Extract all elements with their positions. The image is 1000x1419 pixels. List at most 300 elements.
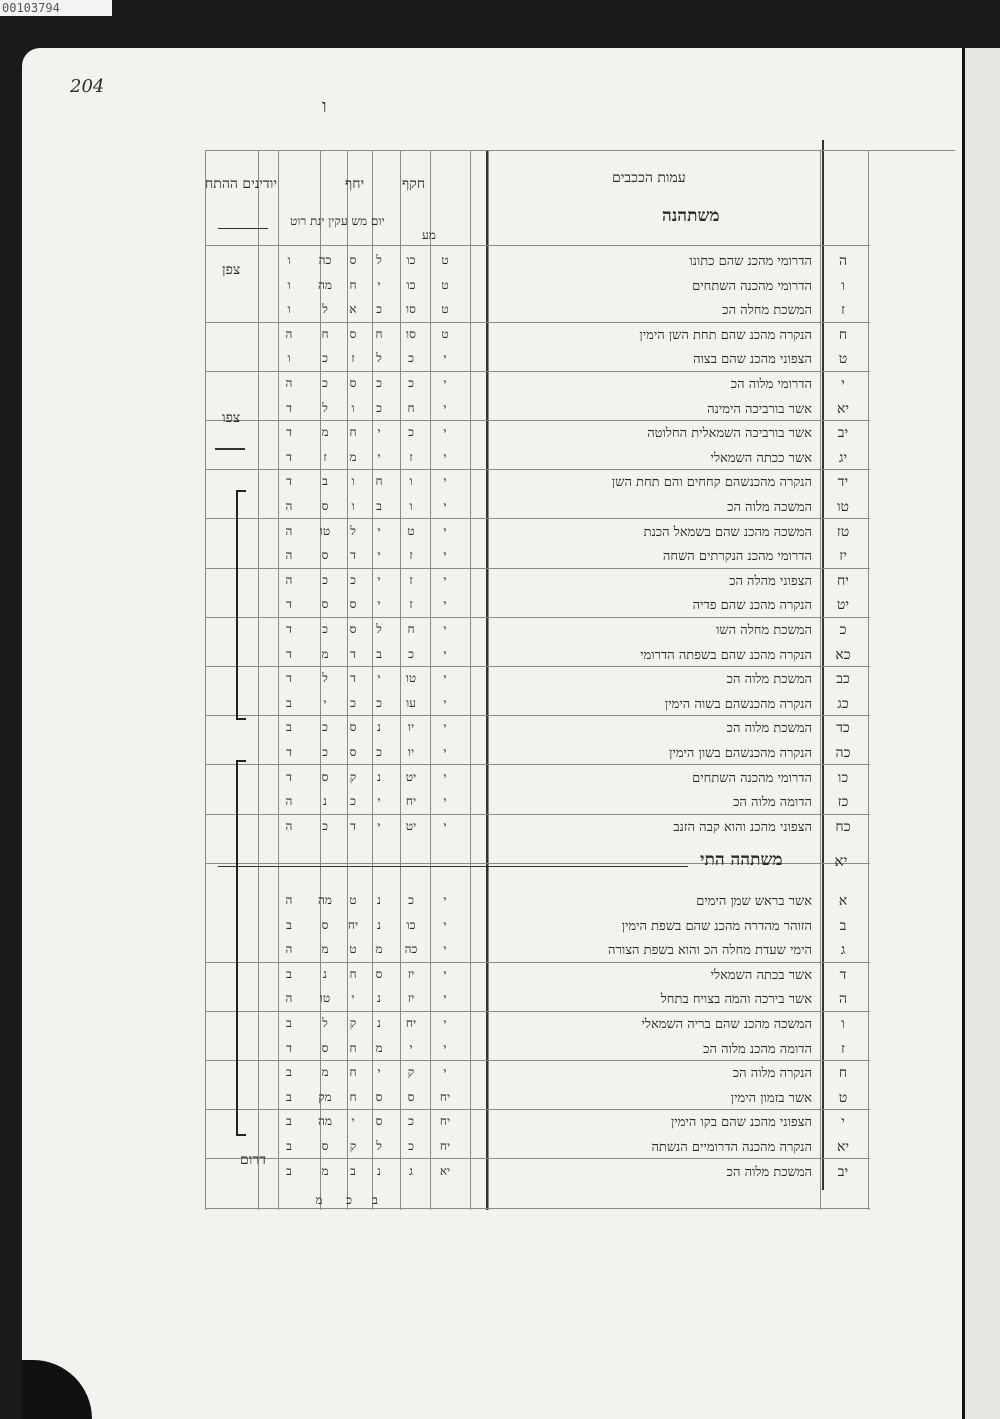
- table-cell: נ: [377, 917, 381, 932]
- row-number: כח: [835, 818, 851, 835]
- table-cell: ט: [349, 942, 357, 957]
- table-cell: ח: [375, 326, 383, 341]
- table-cell: ס: [321, 1040, 329, 1055]
- grid-vline-num: [822, 140, 824, 1190]
- table-cell: י: [377, 597, 381, 612]
- table-cell: ל: [350, 523, 356, 538]
- table-cell: יח: [347, 917, 359, 932]
- table-cell: ב: [286, 1065, 292, 1080]
- table-cell: י: [443, 966, 447, 981]
- grid-hline: [205, 666, 870, 667]
- table-cell: ד: [350, 671, 356, 686]
- row-number: ד: [839, 966, 847, 983]
- row-label: הדרומי מהכנה השתחים: [692, 770, 812, 786]
- table-cell: ד: [286, 400, 292, 415]
- table-cell: נ: [377, 1016, 381, 1030]
- table-cell: ל: [322, 1016, 328, 1030]
- facing-page-edge: [962, 48, 1000, 1419]
- table-cell: ד: [286, 745, 292, 759]
- grid-hline: [205, 962, 870, 963]
- table-cell: י: [351, 991, 355, 1006]
- table-cell: ב: [286, 1114, 292, 1129]
- grid-hline: [218, 228, 268, 229]
- row-number: א: [838, 893, 848, 909]
- table-cell: יח: [439, 1089, 451, 1104]
- table-cell: כו: [406, 917, 416, 932]
- row-number: ט: [838, 1089, 848, 1106]
- table-cell: ב: [286, 917, 292, 932]
- table-cell: ה: [285, 523, 293, 538]
- row-number: יא: [836, 1139, 850, 1155]
- table-cell: ו: [409, 474, 413, 489]
- bracket-label-3: דרום: [240, 1152, 266, 1168]
- table-cell: יז: [407, 991, 415, 1006]
- scan-id: 00103794: [0, 0, 112, 16]
- table-cell: ל: [376, 253, 382, 267]
- row-number: ח: [838, 1065, 848, 1082]
- table-cell: ס: [321, 499, 329, 513]
- table-cell: יז: [407, 966, 415, 981]
- table-cell: י: [443, 548, 447, 563]
- table-cell: י: [323, 695, 327, 710]
- row-label: הדומה מלוה הכ: [733, 795, 812, 811]
- table-cell: ז: [409, 572, 413, 587]
- table-cell: יו: [407, 720, 415, 735]
- row-number: יז: [839, 548, 847, 565]
- row-label: אשר ככתה השמאלי: [710, 450, 812, 466]
- table-cell: כה: [404, 942, 418, 957]
- table-cell: יח: [405, 794, 417, 809]
- table-cell: י: [443, 622, 447, 636]
- grid-hline: [205, 420, 870, 421]
- row-label: הנקרה מהכנשהם בשון הימין: [669, 746, 812, 761]
- table-cell: ח: [407, 400, 415, 415]
- table-cell: ס: [349, 745, 357, 759]
- table-cell: ו: [287, 302, 291, 317]
- table-cell: י: [377, 671, 381, 686]
- table-cell: מ: [375, 942, 383, 957]
- section-2-number: יא: [834, 852, 848, 870]
- row-label: הדרומי מלוה הכ: [730, 377, 812, 392]
- grid-hline: [205, 1208, 870, 1209]
- section-2-title: משתהה התי: [700, 850, 783, 870]
- table-cell: י: [443, 720, 447, 735]
- table-cell: ב: [376, 499, 382, 513]
- row-label: הנקרה מהכנה הדרומיים הנשתה: [651, 1140, 812, 1155]
- table-cell: כ: [346, 1193, 352, 1207]
- table-cell: ה: [285, 326, 293, 341]
- table-cell: י: [443, 769, 447, 784]
- grid-hline: [205, 568, 870, 569]
- table-cell: נ: [377, 769, 381, 784]
- table-cell: ה: [285, 376, 293, 390]
- table-cell: ה: [285, 942, 293, 957]
- row-label: המשכת מחלה השו: [716, 623, 812, 638]
- table-cell: ה: [285, 818, 293, 833]
- row-label: המשכת מלוה הכ: [726, 1164, 812, 1180]
- row-number: ה: [838, 991, 848, 1008]
- row-number: יח: [837, 572, 849, 589]
- table-cell: י: [443, 745, 447, 759]
- row-label: המשכת מלוה הכ: [726, 721, 812, 737]
- table-cell: נ: [377, 720, 381, 735]
- table-cell: ד: [286, 597, 292, 612]
- table-cell: ב: [322, 474, 328, 489]
- table-cell: ח: [321, 326, 329, 341]
- table-cell: ס: [321, 917, 329, 932]
- table-cell: טו: [405, 671, 417, 686]
- table-cell: כ: [322, 376, 328, 390]
- table-cell: כ: [408, 425, 414, 440]
- table-cell: ב: [286, 720, 292, 735]
- table-cell: ד: [350, 818, 356, 833]
- grid-hline: [205, 469, 870, 470]
- table-cell: כ: [376, 745, 382, 759]
- grid-hline: [205, 715, 870, 716]
- grid-hline: [205, 1011, 870, 1012]
- row-number: כב: [836, 671, 850, 688]
- grid-hline: [205, 764, 870, 765]
- table-cell: כ: [408, 646, 414, 661]
- table-cell: ט: [441, 302, 449, 317]
- table-cell: יט: [405, 769, 417, 784]
- section-1-title: משתהנה: [662, 206, 720, 226]
- table-cell: ד: [350, 646, 356, 661]
- table-cell: ה: [285, 991, 293, 1006]
- row-number: ו: [841, 277, 845, 294]
- table-cell: י: [377, 548, 381, 563]
- table-cell: ו: [351, 474, 355, 489]
- row-number: טו: [836, 499, 850, 515]
- table-cell: י: [443, 1040, 447, 1055]
- table-cell: ח: [349, 1065, 357, 1080]
- row-number: ט: [838, 351, 848, 368]
- row-label: הדרומי מהכנ שהם כתונו: [689, 254, 812, 269]
- grid-hline: [218, 866, 688, 867]
- table-cell: ח: [375, 474, 383, 489]
- table-cell: ח: [349, 966, 357, 981]
- row-number: טז: [836, 523, 850, 540]
- table-cell: נ: [377, 1163, 381, 1178]
- table-cell: מ: [321, 1163, 329, 1178]
- table-cell: י: [443, 400, 447, 415]
- table-cell: ב: [286, 1163, 292, 1178]
- grid-hline: [205, 150, 955, 151]
- bracket-label-1: צפן: [222, 262, 241, 278]
- table-cell: ס: [349, 253, 357, 267]
- bracket-label-2: צפו: [222, 410, 241, 426]
- table-cell: סו: [406, 302, 416, 317]
- table-cell: י: [443, 893, 447, 907]
- table-cell: ב: [286, 1089, 292, 1104]
- row-label: הצפוני מהכנ שהם בקו הימין: [670, 1115, 812, 1131]
- table-cell: נ: [323, 966, 327, 981]
- row-label: הדומה מהכנ מלוה הכ: [703, 1041, 812, 1057]
- table-cell: ה: [285, 794, 293, 809]
- row-number: יב: [837, 425, 849, 442]
- table-cell: ו: [287, 277, 291, 292]
- table-cell: ד: [286, 449, 292, 464]
- table-cell: עו: [406, 695, 416, 710]
- table-cell: מ: [375, 1040, 383, 1055]
- table-cell: י: [377, 523, 381, 538]
- table-cell: ס: [375, 966, 383, 981]
- table-cell: ו: [409, 499, 413, 513]
- table-cell: י: [377, 425, 381, 440]
- row-label: המשכת מלוה הכ: [726, 672, 812, 688]
- table-cell: יח: [405, 1016, 417, 1030]
- table-cell: ב: [286, 695, 292, 710]
- table-cell: ז: [409, 597, 413, 612]
- table-cell: כ: [376, 376, 382, 390]
- table-cell: ב: [376, 646, 382, 661]
- table-cell: כ: [408, 351, 414, 366]
- table-cell: יח: [439, 1114, 451, 1129]
- table-cell: כ: [322, 745, 328, 759]
- grid-hline: [205, 1158, 870, 1159]
- table-cell: כ: [322, 572, 328, 587]
- table-cell: י: [409, 1040, 413, 1055]
- table-cell: ס: [321, 597, 329, 612]
- table-cell: י: [377, 818, 381, 833]
- header-huq: חקף: [402, 176, 426, 192]
- row-label: אשר בירכה והמה בצויח בתחל: [660, 992, 812, 1008]
- table-cell: כ: [376, 302, 382, 317]
- row-label: המשכה מהכנ שהם בשמאל הכנת: [643, 524, 812, 540]
- table-cell: א: [349, 302, 357, 317]
- row-number: יג: [838, 449, 848, 466]
- table-cell: י: [443, 794, 447, 809]
- row-number: ג: [840, 942, 846, 959]
- table-cell: כ: [322, 622, 328, 636]
- row-label: אשר בכתה השמאלי: [710, 967, 812, 983]
- table-cell: י: [443, 572, 447, 587]
- table-cell: ד: [286, 622, 292, 636]
- table-cell: ז: [409, 449, 413, 464]
- table-cell: ה: [285, 548, 293, 563]
- table-cell: י: [377, 449, 381, 464]
- table-cell: י: [443, 1016, 447, 1030]
- table-cell: כ: [408, 1139, 414, 1153]
- row-number: ז: [841, 1040, 845, 1057]
- row-number: יט: [836, 597, 850, 614]
- table-cell: ל: [322, 400, 328, 415]
- table-cell: י: [443, 695, 447, 710]
- grid-hline: [215, 448, 245, 450]
- grid-hline: [205, 617, 870, 618]
- table-cell: כ: [408, 893, 414, 907]
- table-cell: ט: [349, 893, 357, 907]
- table-cell: י: [351, 1114, 355, 1129]
- table-cell: י: [443, 942, 447, 957]
- table-cell: י: [443, 376, 447, 390]
- table-cell: כ: [322, 818, 328, 833]
- row-label: אשר בורביכה השמאלית החלוטה: [647, 426, 812, 442]
- table-cell: ה: [285, 893, 293, 907]
- table-cell: י: [443, 818, 447, 833]
- table-cell: ח: [349, 1089, 357, 1104]
- row-label: הנקרה מהכנשהם קחחים והם תחת השן: [611, 475, 812, 491]
- table-cell: ס: [321, 1139, 329, 1153]
- grid-vline: [470, 150, 471, 1210]
- table-cell: כ: [408, 1114, 414, 1129]
- table-cell: יו: [407, 745, 415, 759]
- table-cell: ד: [350, 548, 356, 563]
- table-cell: ס: [349, 597, 357, 612]
- header-subrow2: מע: [422, 228, 436, 242]
- grid-hline: [205, 518, 870, 519]
- grid-hline: [205, 1109, 870, 1110]
- table-cell: ד: [286, 425, 292, 440]
- row-label: אשר בורביכה הימינה: [707, 401, 812, 417]
- table-cell: ל: [376, 351, 382, 366]
- grid-vline: [820, 150, 821, 1210]
- table-cell: מה: [317, 277, 332, 292]
- grid-hline: [205, 1060, 870, 1061]
- table-cell: י: [377, 1065, 381, 1080]
- grid-vline: [430, 150, 431, 1210]
- row-label: הנקרה מהכנ שהם תחת השן הימין: [639, 327, 812, 343]
- row-number: כד: [836, 720, 850, 737]
- row-number: י: [841, 376, 845, 392]
- grid-hline: [205, 245, 870, 246]
- table-cell: יח: [439, 1139, 451, 1153]
- table-cell: י: [443, 425, 447, 440]
- row-label: המשכה מהכנ שהם בריה השמאלי: [641, 1017, 812, 1032]
- table-cell: נ: [323, 794, 327, 809]
- table-cell: טו: [319, 523, 331, 538]
- table-cell: ט: [441, 277, 449, 292]
- row-number: ז: [841, 302, 845, 319]
- table-cell: ל: [376, 622, 382, 636]
- table-cell: מה: [317, 893, 332, 907]
- table-cell: ז: [323, 449, 327, 464]
- table-cell: י: [377, 572, 381, 587]
- table-cell: ד: [286, 474, 292, 489]
- table-cell: ח: [349, 277, 357, 292]
- table-cell: י: [443, 646, 447, 661]
- table-cell: י: [443, 523, 447, 538]
- table-cell: י: [443, 597, 447, 612]
- table-cell: ט: [441, 326, 449, 341]
- table-cell: יט: [405, 818, 417, 833]
- row-label: הנקרה מהכנ שהם פדיה: [692, 598, 812, 614]
- row-number: כא: [835, 646, 851, 663]
- row-number: כ: [839, 622, 847, 638]
- table-cell: מק: [318, 1089, 332, 1104]
- table-cell: טו: [319, 991, 331, 1006]
- table-cell: נ: [377, 893, 381, 907]
- grid-vline: [258, 150, 259, 1210]
- bracket-2: [236, 760, 246, 1136]
- header-tbl1: יחף: [345, 176, 365, 192]
- table-cell: ל: [376, 1139, 382, 1153]
- row-number: כג: [837, 695, 849, 712]
- table-cell: ס: [375, 1114, 383, 1129]
- table-cell: ל: [322, 671, 328, 686]
- top-mark: ו: [322, 96, 327, 117]
- table-cell: כ: [408, 376, 414, 390]
- row-number: כו: [837, 769, 849, 786]
- table-cell: ק: [349, 769, 357, 784]
- table-cell: ד: [286, 1040, 292, 1055]
- table-cell: מה: [317, 1114, 332, 1129]
- table-cell: ח: [349, 1040, 357, 1055]
- row-label: הנקרה מהכנשהם בשוה הימין: [664, 696, 812, 712]
- table-cell: מ: [349, 449, 357, 464]
- table-cell: ד: [286, 671, 292, 686]
- table-cell: ז: [351, 351, 355, 366]
- table-cell: י: [443, 917, 447, 932]
- table-cell: כו: [406, 253, 416, 267]
- table-cell: ס: [349, 720, 357, 735]
- table-cell: ב: [286, 1016, 292, 1030]
- table-cell: ל: [322, 302, 328, 317]
- row-label: הנקרה מהכנ שהם בשפתה הדרומי: [640, 647, 812, 663]
- row-label: הדרומי מהכנ הנקרתים השחה: [662, 549, 812, 565]
- table-cell: י: [443, 474, 447, 489]
- table-cell: כ: [350, 794, 356, 809]
- table-cell: י: [443, 991, 447, 1006]
- table-cell: מ: [321, 646, 329, 661]
- row-label: המשכת מחלה הכ: [722, 303, 812, 319]
- header-main: עמות הככבים: [612, 170, 686, 186]
- table-cell: מ: [321, 1065, 329, 1080]
- table-cell: ס: [349, 622, 357, 636]
- table-cell: ק: [407, 1065, 415, 1080]
- table-cell: ד: [286, 769, 292, 784]
- table-cell: ק: [349, 1139, 357, 1153]
- table-cell: כ: [350, 695, 356, 710]
- row-number: יא: [836, 400, 850, 417]
- table-cell: ט: [407, 523, 415, 538]
- row-label: הדרומי מהכנה השתחים: [692, 278, 812, 294]
- table-cell: ה: [285, 499, 293, 513]
- table-cell: ס: [321, 548, 329, 563]
- table-cell: ק: [349, 1016, 357, 1030]
- table-cell: ו: [287, 351, 291, 366]
- row-label: אשר בראש שמן הימים: [696, 894, 812, 909]
- table-cell: י: [377, 794, 381, 809]
- row-label: הצפוני מהכנ והוא קבה הזנב: [673, 819, 812, 835]
- table-cell: ד: [286, 646, 292, 661]
- row-label: הצפוני מהלה הכ: [729, 573, 812, 589]
- table-cell: מ: [321, 942, 329, 957]
- grid-vline: [868, 150, 869, 1210]
- table-cell: ב: [372, 1193, 378, 1207]
- row-label: אשר בזמון הימין: [730, 1090, 812, 1106]
- table-cell: נ: [377, 991, 381, 1006]
- grid-hline: [205, 814, 870, 815]
- table-cell: ג: [409, 1163, 413, 1178]
- row-number: כה: [835, 745, 851, 761]
- table-cell: ח: [407, 622, 415, 636]
- table-cell: ו: [287, 253, 291, 267]
- grid-hline: [205, 371, 870, 372]
- table-cell: כ: [376, 400, 382, 415]
- row-number: ב: [839, 917, 847, 934]
- table-cell: ה: [285, 572, 293, 587]
- table-cell: ב: [286, 1139, 292, 1153]
- row-number: ה: [838, 253, 848, 269]
- row-label: המשכה מלוה הכ: [727, 500, 812, 515]
- table-cell: יא: [439, 1163, 451, 1178]
- folio-number: 204: [70, 76, 105, 97]
- table-cell: ט: [441, 253, 449, 267]
- row-number: ח: [838, 326, 848, 343]
- table-cell: כ: [322, 720, 328, 735]
- row-label: הצפוני מהכנ שהם בצוה: [693, 352, 812, 368]
